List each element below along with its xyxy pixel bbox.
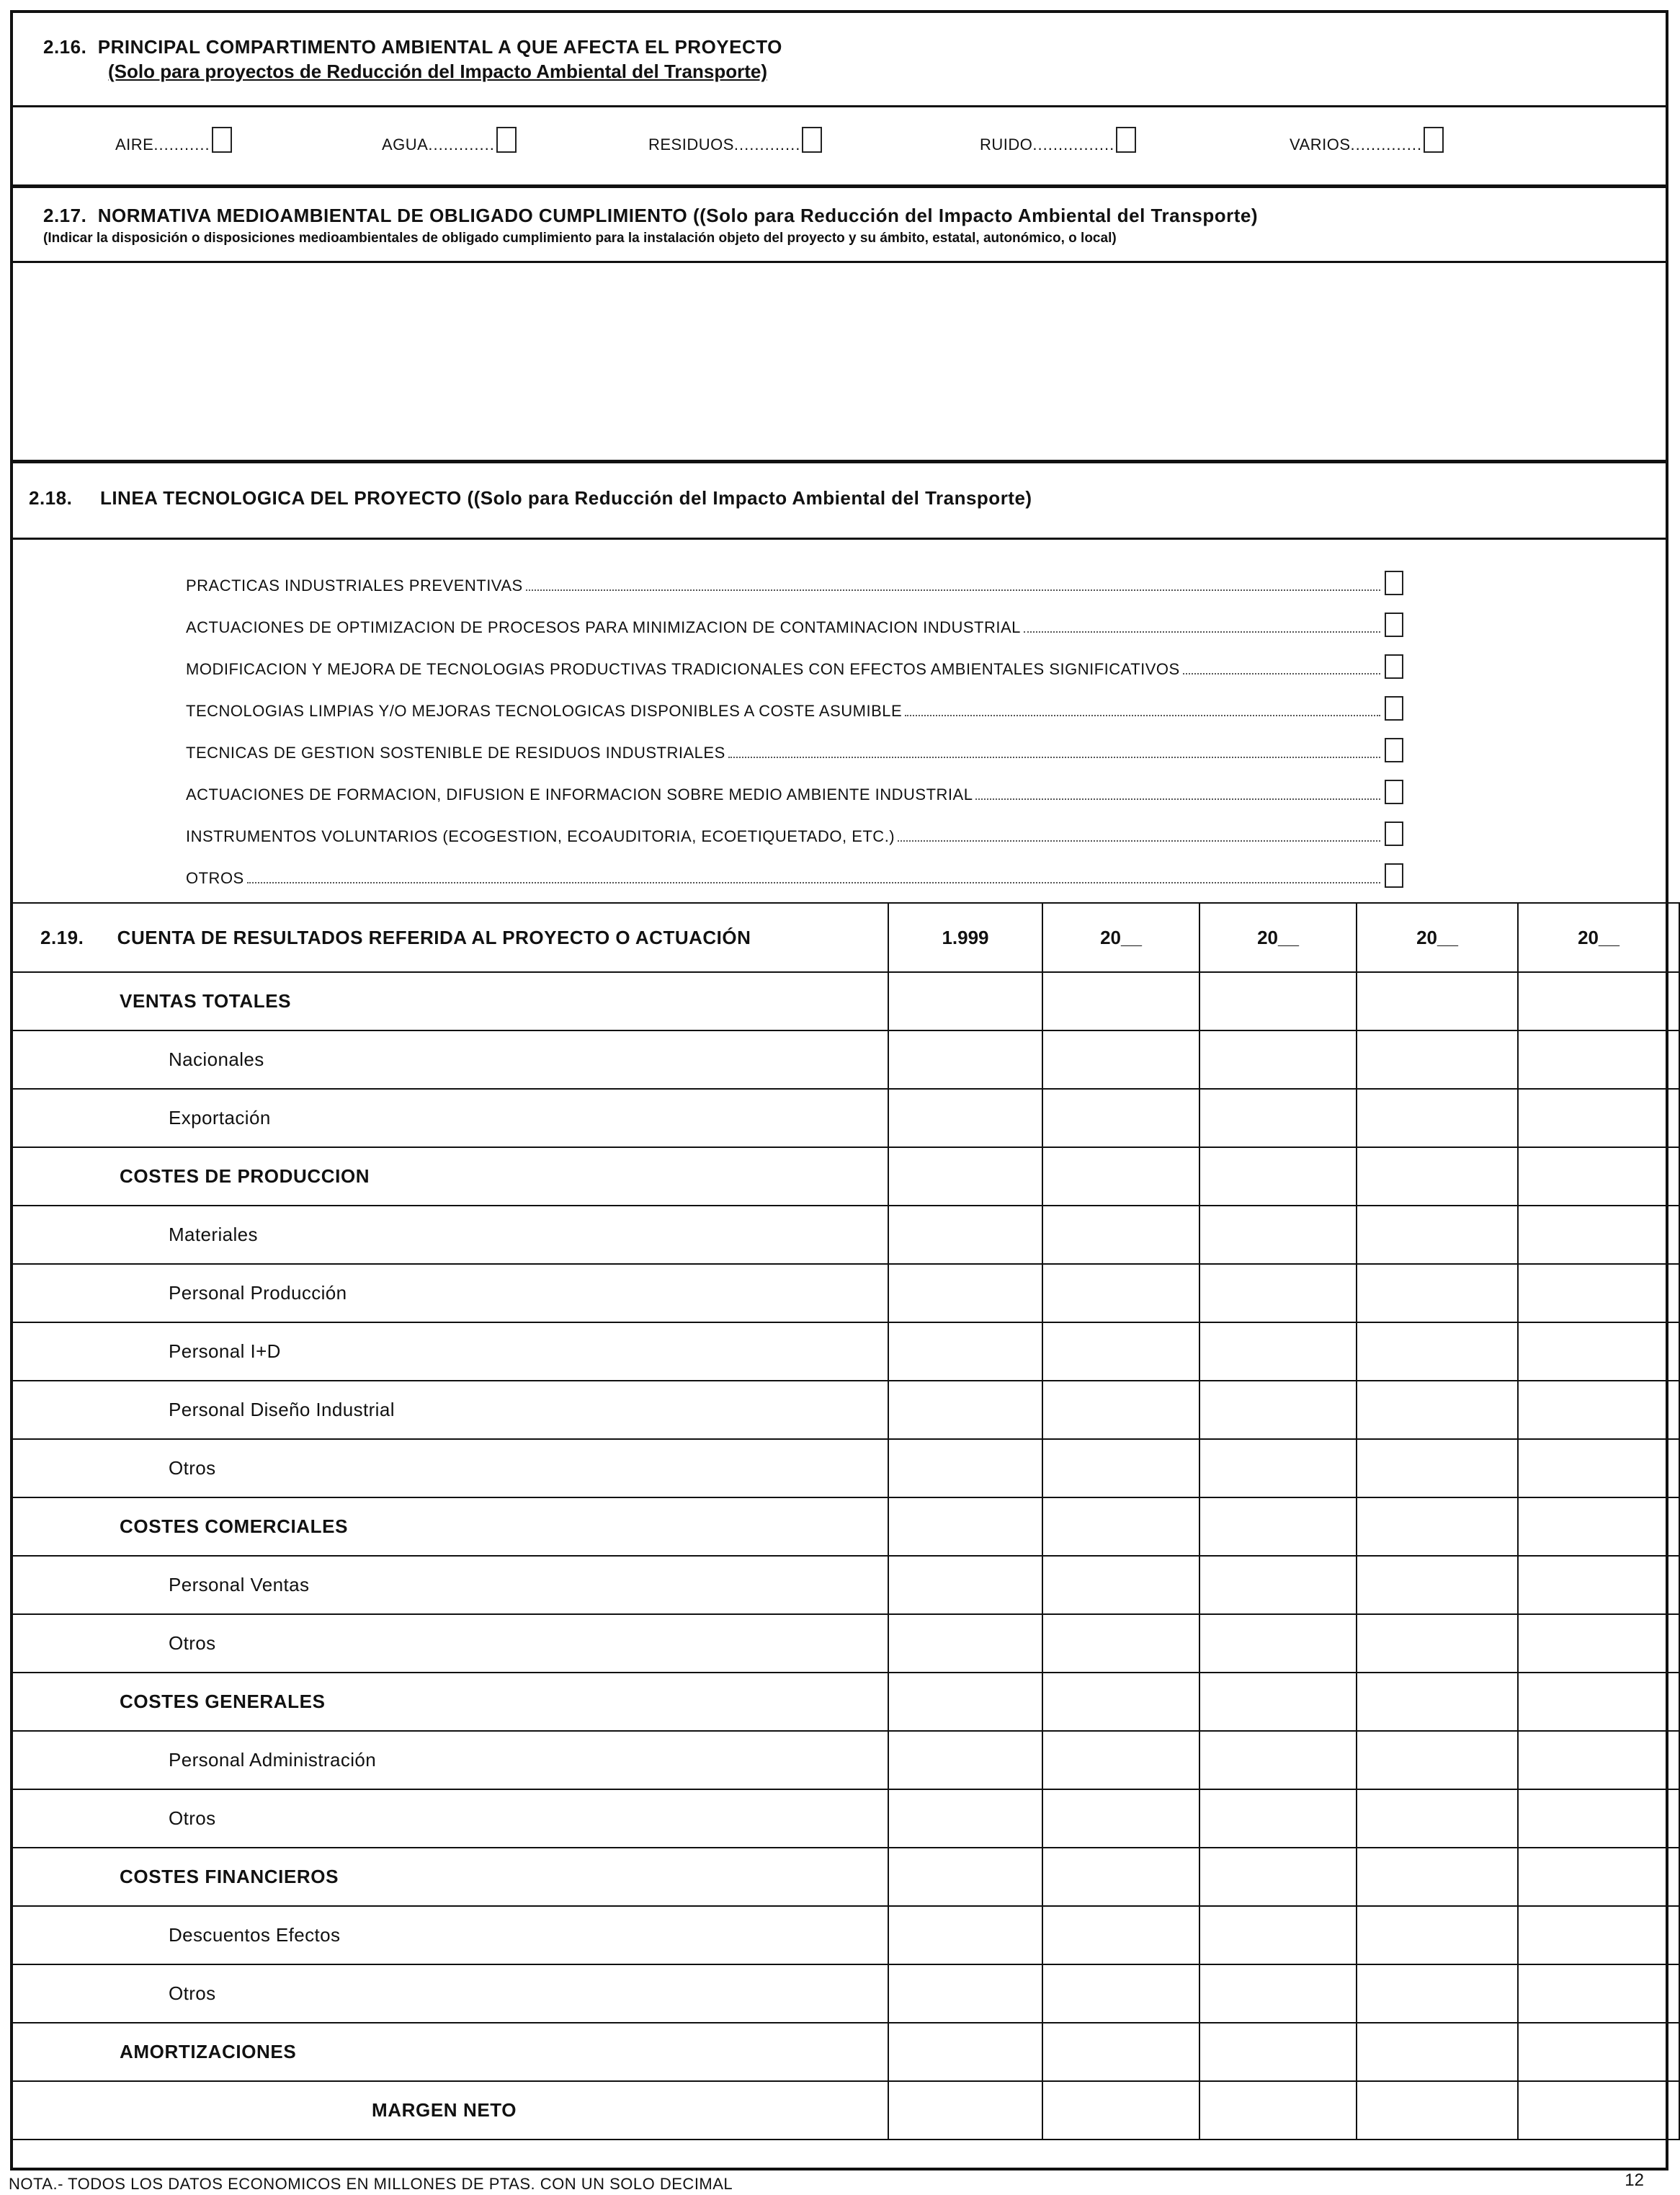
footer-note: NOTA.- TODOS LOS DATOS ECONOMICOS EN MILLONES DE PTAS. CON UN SOLO DECIMAL xyxy=(9,2175,733,2193)
value-cell[interactable] xyxy=(1518,1731,1679,1789)
value-cell[interactable] xyxy=(888,2023,1042,2081)
checkbox-ruido[interactable] xyxy=(1116,127,1136,153)
checkbox-aire[interactable] xyxy=(212,127,232,153)
divider xyxy=(10,538,1668,540)
table-row xyxy=(11,1497,1679,1556)
section-2-17-title: 2.17. NORMATIVA MEDIOAMBIENTAL DE OBLIGADO CUMPLIMIENTO ((Solo para Reducción del Impacto Ambiental del Transporte) xyxy=(43,205,1259,226)
table-row xyxy=(11,1030,1679,1089)
option-label: AIRE xyxy=(115,135,154,153)
value-cell[interactable] xyxy=(1199,1964,1357,2023)
option-varios xyxy=(1290,127,1444,154)
leader-dots xyxy=(905,714,1380,716)
table-row xyxy=(11,972,1679,1030)
table-row xyxy=(11,1906,1679,1964)
divider xyxy=(10,184,1668,188)
value-cell[interactable] xyxy=(1518,2081,1679,2140)
value-cell[interactable] xyxy=(1518,2023,1679,2081)
table-row xyxy=(11,1673,1679,1731)
option-aire xyxy=(115,127,232,154)
value-cell[interactable] xyxy=(888,1264,1042,1322)
value-cell[interactable] xyxy=(1357,1848,1518,1906)
value-cell[interactable] xyxy=(1042,1322,1199,1381)
list-item xyxy=(186,693,1403,721)
table-row xyxy=(11,1848,1679,1906)
year-header: 20__ xyxy=(1518,903,1679,972)
value-cell[interactable] xyxy=(1199,1439,1357,1497)
list-item-label: ACTUACIONES DE FORMACION, DIFUSION E INFORMACION SOBRE MEDIO AMBIENTE INDUSTRIAL xyxy=(186,785,973,803)
value-cell[interactable] xyxy=(888,1381,1042,1439)
divider xyxy=(10,261,1668,263)
value-cell[interactable] xyxy=(1042,2023,1199,2081)
value-cell[interactable] xyxy=(888,1731,1042,1789)
value-cell[interactable] xyxy=(1357,1731,1518,1789)
checkbox[interactable] xyxy=(1385,738,1403,762)
checkbox[interactable] xyxy=(1385,863,1403,888)
value-cell[interactable] xyxy=(888,1906,1042,1964)
row-label: Materiales xyxy=(11,1206,888,1264)
checkbox[interactable] xyxy=(1385,613,1403,637)
value-cell[interactable] xyxy=(1199,1731,1357,1789)
table-row xyxy=(11,1731,1679,1789)
value-cell[interactable] xyxy=(1199,2081,1357,2140)
table-row xyxy=(11,1381,1679,1439)
value-cell[interactable] xyxy=(1518,1497,1679,1556)
value-cell[interactable] xyxy=(1357,1906,1518,1964)
row-label: VENTAS TOTALES xyxy=(11,972,888,1030)
value-cell[interactable] xyxy=(1357,2023,1518,2081)
value-cell[interactable] xyxy=(1042,1556,1199,1614)
row-label: COSTES COMERCIALES xyxy=(11,1497,888,1556)
value-cell[interactable] xyxy=(888,1322,1042,1381)
value-cell[interactable] xyxy=(1042,1030,1199,1089)
value-cell[interactable] xyxy=(888,2081,1042,2140)
value-cell[interactable] xyxy=(1357,1381,1518,1439)
value-cell[interactable] xyxy=(1199,1789,1357,1848)
list-item-label: TECNICAS DE GESTION SOSTENIBLE DE RESIDUOS INDUSTRIALES xyxy=(186,744,725,762)
checkbox-residuos[interactable] xyxy=(802,127,822,153)
value-cell[interactable] xyxy=(1042,1497,1199,1556)
value-cell[interactable] xyxy=(1199,1673,1357,1731)
value-cell[interactable] xyxy=(1518,1322,1679,1381)
value-cell[interactable] xyxy=(1042,1147,1199,1206)
section-2-19-title: 2.19. CUENTA DE RESULTADOS REFERIDA AL PROYECTO O ACTUACIÓN xyxy=(11,903,888,972)
value-cell[interactable] xyxy=(1199,1147,1357,1206)
value-cell[interactable] xyxy=(888,1964,1042,2023)
list-item-label: TECNOLOGIAS LIMPIAS Y/O MEJORAS TECNOLOGICAS DISPONIBLES A COSTE ASUMIBLE xyxy=(186,702,903,720)
value-cell[interactable] xyxy=(888,972,1042,1030)
list-item xyxy=(186,819,1403,846)
value-cell[interactable] xyxy=(1042,1906,1199,1964)
table-row xyxy=(11,1147,1679,1206)
value-cell[interactable] xyxy=(888,1556,1042,1614)
value-cell[interactable] xyxy=(1357,1556,1518,1614)
value-cell[interactable] xyxy=(1518,972,1679,1030)
value-cell[interactable] xyxy=(1199,1906,1357,1964)
value-cell[interactable] xyxy=(888,1848,1042,1906)
checkbox-agua[interactable] xyxy=(496,127,517,153)
option-label: AGUA xyxy=(382,135,429,153)
value-cell[interactable] xyxy=(1357,1322,1518,1381)
value-cell[interactable] xyxy=(1199,1497,1357,1556)
leader-dots: ............. xyxy=(428,135,495,153)
option-label: RESIDUOS xyxy=(648,135,734,153)
value-cell[interactable] xyxy=(1518,1556,1679,1614)
option-agua xyxy=(382,127,517,154)
value-cell[interactable] xyxy=(1199,972,1357,1030)
value-cell[interactable] xyxy=(888,1497,1042,1556)
divider xyxy=(10,460,1668,463)
value-cell[interactable] xyxy=(1042,1789,1199,1848)
table-row xyxy=(11,1322,1679,1381)
row-label: Otros xyxy=(11,1964,888,2023)
value-cell[interactable] xyxy=(888,1614,1042,1673)
checkbox[interactable] xyxy=(1385,571,1403,595)
row-label: COSTES GENERALES xyxy=(11,1673,888,1731)
leader-dots: ................ xyxy=(1032,135,1115,153)
option-ruido xyxy=(980,127,1136,154)
value-cell[interactable] xyxy=(1357,1439,1518,1497)
row-label: Personal Producción xyxy=(11,1264,888,1322)
value-cell[interactable] xyxy=(1042,972,1199,1030)
value-cell[interactable] xyxy=(1042,1673,1199,1731)
value-cell[interactable] xyxy=(888,1147,1042,1206)
year-header: 20__ xyxy=(1042,903,1199,972)
table-row xyxy=(11,1964,1679,2023)
value-cell[interactable] xyxy=(888,1030,1042,1089)
value-cell[interactable] xyxy=(1199,1030,1357,1089)
regulations-text-area[interactable] xyxy=(14,265,1664,460)
list-item xyxy=(186,651,1403,679)
value-cell[interactable] xyxy=(1042,1439,1199,1497)
value-cell[interactable] xyxy=(888,1206,1042,1264)
value-cell[interactable] xyxy=(1042,1964,1199,2023)
leader-dots xyxy=(898,840,1380,842)
table-row xyxy=(11,1614,1679,1673)
value-cell[interactable] xyxy=(1199,1381,1357,1439)
section-2-17-note: (Indicar la disposición o disposiciones medioambientales de obligado cumplimiento para la instalación objeto del proyecto y su ámbito, estatal, autonómico, o local) xyxy=(43,231,1117,246)
value-cell[interactable] xyxy=(1518,1906,1679,1964)
list-item xyxy=(186,860,1403,888)
row-label: Otros xyxy=(11,1439,888,1497)
year-header: 20__ xyxy=(1357,903,1518,972)
row-label: Nacionales xyxy=(11,1030,888,1089)
value-cell[interactable] xyxy=(1199,1264,1357,1322)
value-cell[interactable] xyxy=(1518,1614,1679,1673)
section-2-16-subtitle: (Solo para proyectos de Reducción del Impacto Ambiental del Transporte) xyxy=(108,61,767,82)
row-label: Otros xyxy=(11,1614,888,1673)
leader-dots xyxy=(247,881,1380,883)
value-cell[interactable] xyxy=(1357,1964,1518,2023)
value-cell[interactable] xyxy=(1518,1673,1679,1731)
value-cell[interactable] xyxy=(1042,1381,1199,1439)
value-cell[interactable] xyxy=(1518,1030,1679,1089)
value-cell[interactable] xyxy=(1357,1206,1518,1264)
value-cell[interactable] xyxy=(1357,1673,1518,1731)
value-cell[interactable] xyxy=(1357,1030,1518,1089)
income-statement-table xyxy=(10,902,1680,2140)
list-item-label: PRACTICAS INDUSTRIALES PREVENTIVAS xyxy=(186,576,523,595)
value-cell[interactable] xyxy=(888,1789,1042,1848)
row-label: Personal I+D xyxy=(11,1322,888,1381)
row-label: MARGEN NETO xyxy=(11,2081,888,2140)
value-cell[interactable] xyxy=(1199,1614,1357,1673)
value-cell[interactable] xyxy=(1042,1731,1199,1789)
value-cell[interactable] xyxy=(1357,1614,1518,1673)
value-cell[interactable] xyxy=(1199,1206,1357,1264)
value-cell[interactable] xyxy=(1357,1497,1518,1556)
value-cell[interactable] xyxy=(1518,1789,1679,1848)
value-cell[interactable] xyxy=(1518,1439,1679,1497)
value-cell[interactable] xyxy=(1042,1848,1199,1906)
value-cell[interactable] xyxy=(1199,1089,1357,1147)
checkbox[interactable] xyxy=(1385,780,1403,804)
table-row xyxy=(11,2081,1679,2140)
checkbox-varios[interactable] xyxy=(1424,127,1444,153)
option-label: VARIOS xyxy=(1290,135,1351,153)
section-2-18-title: 2.18. LINEA TECNOLOGICA DEL PROYECTO ((Solo para Reducción del Impacto Ambiental del Transporte) xyxy=(29,487,1032,509)
table-row xyxy=(11,1089,1679,1147)
value-cell[interactable] xyxy=(1042,1264,1199,1322)
year-header: 20__ xyxy=(1199,903,1357,972)
value-cell[interactable] xyxy=(1042,2081,1199,2140)
value-cell[interactable] xyxy=(1518,1147,1679,1206)
value-cell[interactable] xyxy=(1357,2081,1518,2140)
value-cell[interactable] xyxy=(1518,1089,1679,1147)
list-item xyxy=(186,568,1403,595)
table-header-row xyxy=(11,903,1679,972)
row-label: Otros xyxy=(11,1789,888,1848)
leader-dots: .............. xyxy=(1350,135,1423,153)
list-item-label: OTROS xyxy=(186,869,244,887)
value-cell[interactable] xyxy=(1518,1964,1679,2023)
row-label: Personal Ventas xyxy=(11,1556,888,1614)
list-item xyxy=(186,735,1403,762)
value-cell[interactable] xyxy=(1042,1206,1199,1264)
list-item xyxy=(186,610,1403,637)
row-label: Personal Diseño Industrial xyxy=(11,1381,888,1439)
table-row xyxy=(11,1206,1679,1264)
table-row xyxy=(11,2023,1679,2081)
value-cell[interactable] xyxy=(1357,1264,1518,1322)
leader-dots xyxy=(728,756,1380,758)
row-label: COSTES DE PRODUCCION xyxy=(11,1147,888,1206)
value-cell[interactable] xyxy=(888,1673,1042,1731)
section-2-16-title: 2.16. PRINCIPAL COMPARTIMENTO AMBIENTAL A QUE AFECTA EL PROYECTO xyxy=(43,36,782,58)
row-label: AMORTIZACIONES xyxy=(11,2023,888,2081)
value-cell[interactable] xyxy=(1518,1206,1679,1264)
table-row xyxy=(11,1789,1679,1848)
row-label: Exportación xyxy=(11,1089,888,1147)
value-cell[interactable] xyxy=(1518,1381,1679,1439)
row-label: Descuentos Efectos xyxy=(11,1906,888,1964)
value-cell[interactable] xyxy=(1357,972,1518,1030)
leader-dots: ........... xyxy=(153,135,210,153)
list-item-label: ACTUACIONES DE OPTIMIZACION DE PROCESOS PARA MINIMIZACION DE CONTAMINACION INDUSTRIAL xyxy=(186,618,1021,636)
row-label: COSTES FINANCIEROS xyxy=(11,1848,888,1906)
row-label: Personal Administración xyxy=(11,1731,888,1789)
value-cell[interactable] xyxy=(1199,1556,1357,1614)
value-cell[interactable] xyxy=(1042,1089,1199,1147)
leader-dots xyxy=(1183,672,1380,674)
checkbox[interactable] xyxy=(1385,696,1403,721)
page-number: 12 xyxy=(1625,2170,1644,2190)
leader-dots: ............. xyxy=(733,135,801,153)
divider xyxy=(10,105,1668,107)
option-label: RUIDO xyxy=(980,135,1033,153)
value-cell[interactable] xyxy=(888,1089,1042,1147)
table-row xyxy=(11,1439,1679,1497)
value-cell[interactable] xyxy=(1357,1789,1518,1848)
value-cell[interactable] xyxy=(1357,1089,1518,1147)
checkbox[interactable] xyxy=(1385,654,1403,679)
value-cell[interactable] xyxy=(1518,1848,1679,1906)
year-header: 1.999 xyxy=(888,903,1042,972)
table-row xyxy=(11,1556,1679,1614)
value-cell[interactable] xyxy=(1518,1264,1679,1322)
option-residuos xyxy=(648,127,822,154)
value-cell[interactable] xyxy=(1357,1147,1518,1206)
value-cell[interactable] xyxy=(1199,1322,1357,1381)
value-cell[interactable] xyxy=(888,1439,1042,1497)
leader-dots xyxy=(1024,631,1380,633)
list-item xyxy=(186,777,1403,804)
checkbox[interactable] xyxy=(1385,822,1403,846)
list-item-label: INSTRUMENTOS VOLUNTARIOS (ECOGESTION, ECOAUDITORIA, ECOETIQUETADO, ETC.) xyxy=(186,827,895,845)
list-item-label: MODIFICACION Y MEJORA DE TECNOLOGIAS PRODUCTIVAS TRADICIONALES CON EFECTOS AMBIENTALES SIGNIFICATIVOS xyxy=(186,660,1180,678)
leader-dots xyxy=(526,589,1380,591)
value-cell[interactable] xyxy=(1199,2023,1357,2081)
table-row xyxy=(11,1264,1679,1322)
value-cell[interactable] xyxy=(1042,1614,1199,1673)
leader-dots xyxy=(975,798,1380,800)
value-cell[interactable] xyxy=(1199,1848,1357,1906)
